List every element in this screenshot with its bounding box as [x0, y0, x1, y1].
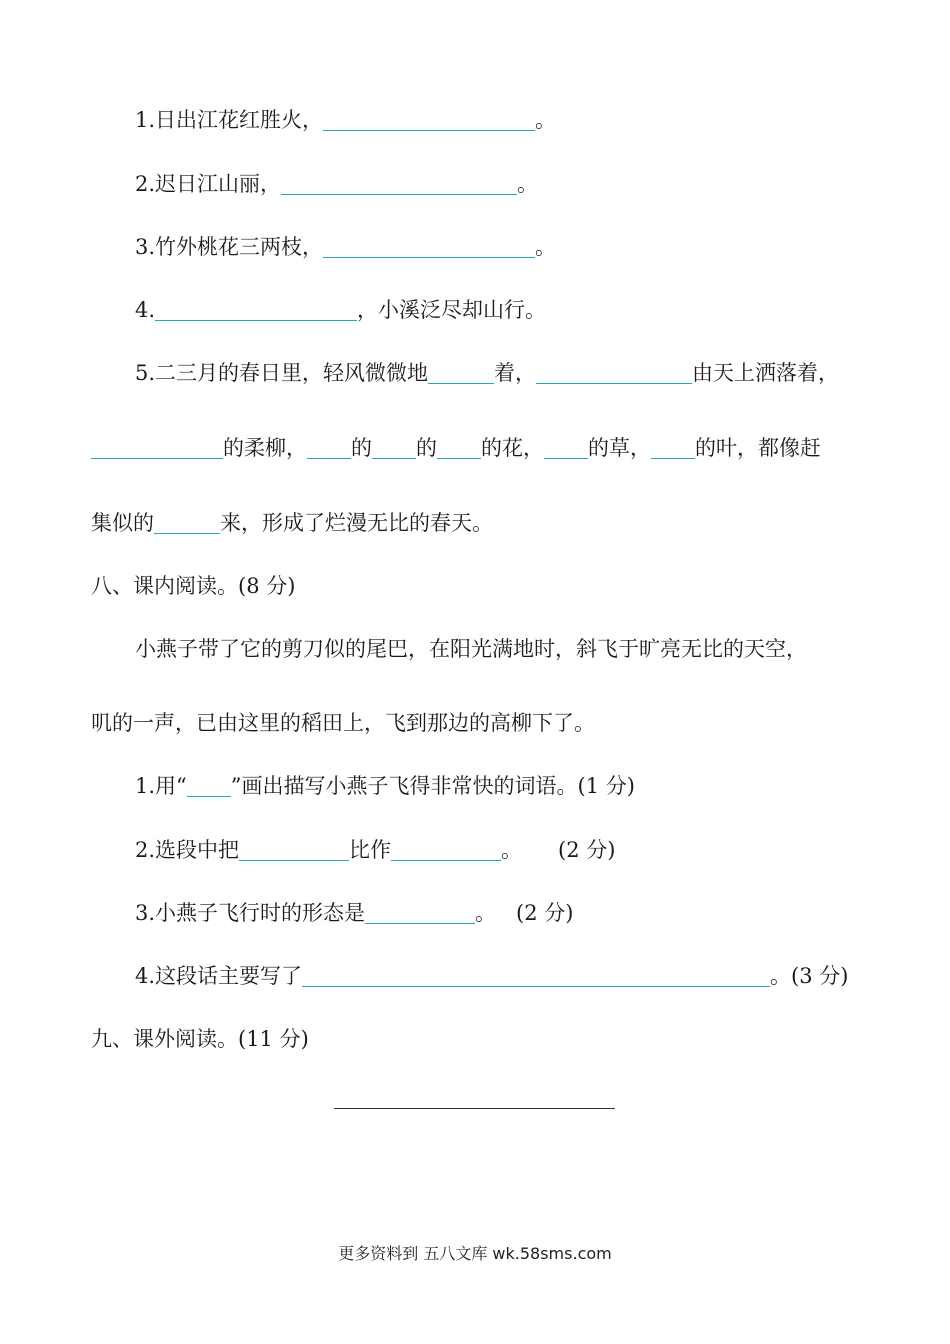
answer-blank[interactable]: [323, 237, 535, 258]
answer-blank[interactable]: [91, 438, 223, 459]
question-text: 的花，: [481, 436, 544, 460]
question-text: 。: [535, 235, 557, 259]
question-text: 。: [535, 108, 557, 132]
question-text: 。: [501, 838, 523, 862]
question-text: 的草，: [588, 436, 651, 460]
question-text: 的: [416, 436, 437, 460]
question-text: 1.用“: [135, 774, 187, 798]
poem-question-1: [135, 106, 556, 134]
answer-blank[interactable]: [307, 438, 351, 459]
answer-blank[interactable]: [302, 966, 770, 987]
answer-blank[interactable]: [155, 300, 357, 321]
answer-blank[interactable]: [239, 840, 349, 861]
spring-fill-line-2: [91, 434, 821, 462]
answer-blank[interactable]: [536, 363, 692, 384]
question-text: 4.这段话主要写了: [135, 964, 303, 988]
question-text: 。: [517, 172, 539, 196]
question-text: 4.: [135, 298, 156, 322]
question-text: 来，形成了烂漫无比的春天。: [220, 511, 493, 535]
answer-blank[interactable]: [391, 840, 501, 861]
question-text: 集似的: [91, 511, 154, 535]
poem-question-2: [135, 170, 538, 198]
question-text: 由天上洒落着，: [692, 361, 840, 385]
score-text: (2 分): [516, 901, 574, 925]
answer-blank[interactable]: [365, 903, 475, 924]
question-text: 着，: [494, 361, 537, 385]
answer-blank[interactable]: [187, 776, 231, 797]
answer-blank[interactable]: [428, 363, 494, 384]
score-text: (2 分): [558, 838, 616, 862]
question-text: 的叶，都像赶: [695, 436, 821, 460]
reading-question-3: [135, 899, 573, 927]
question-text: 1.日出江花红胜火，: [135, 108, 324, 132]
question-text: ”画出描写小燕子飞得非常快的词语。(1 分): [230, 774, 635, 798]
footer-text: 更多资料到 五八文库 wk.58sms.com: [338, 1244, 612, 1263]
poem-question-3: [135, 233, 556, 261]
question-text: 3.小燕子飞行时的形态是: [135, 901, 366, 925]
answer-blank[interactable]: [544, 438, 588, 459]
divider-rule: [334, 1108, 615, 1109]
section-8-title: 八、课内阅读。(8 分): [91, 574, 296, 598]
spring-fill-line-3: [91, 509, 493, 537]
reading-question-4: [135, 962, 848, 990]
reading-passage-line-2: 叽的一声，已由这里的稻田上，飞到那边的高柳下了。: [91, 711, 595, 735]
question-text: 。: [475, 901, 497, 925]
reading-question-1: [135, 772, 635, 800]
reading-passage-line-1: 小燕子带了它的剪刀似的尾巴，在阳光满地时，斜飞于旷亮无比的天空，: [135, 637, 807, 661]
answer-blank[interactable]: [437, 438, 481, 459]
spring-fill-line-1: [135, 359, 839, 387]
answer-blank[interactable]: [323, 110, 535, 131]
question-text: 比作: [349, 838, 392, 862]
answer-blank[interactable]: [281, 174, 517, 195]
answer-blank[interactable]: [651, 438, 695, 459]
section-9-title: 九、课外阅读。(11 分): [91, 1027, 309, 1051]
question-text: 5.二三月的春日里，轻风微微地: [135, 361, 429, 385]
question-text: 2.迟日江山丽，: [135, 172, 282, 196]
question-text: 的柔柳，: [223, 436, 307, 460]
question-text: 3.竹外桃花三两枝，: [135, 235, 324, 259]
question-text: 。(3 分): [770, 964, 849, 988]
answer-blank[interactable]: [154, 513, 220, 534]
answer-blank[interactable]: [372, 438, 416, 459]
question-text: 的: [351, 436, 372, 460]
reading-question-2: [135, 836, 615, 864]
question-text: 2.选段中把: [135, 838, 240, 862]
question-text: ，小溪泛尽却山行。: [357, 298, 547, 322]
poem-question-4: [135, 296, 546, 324]
